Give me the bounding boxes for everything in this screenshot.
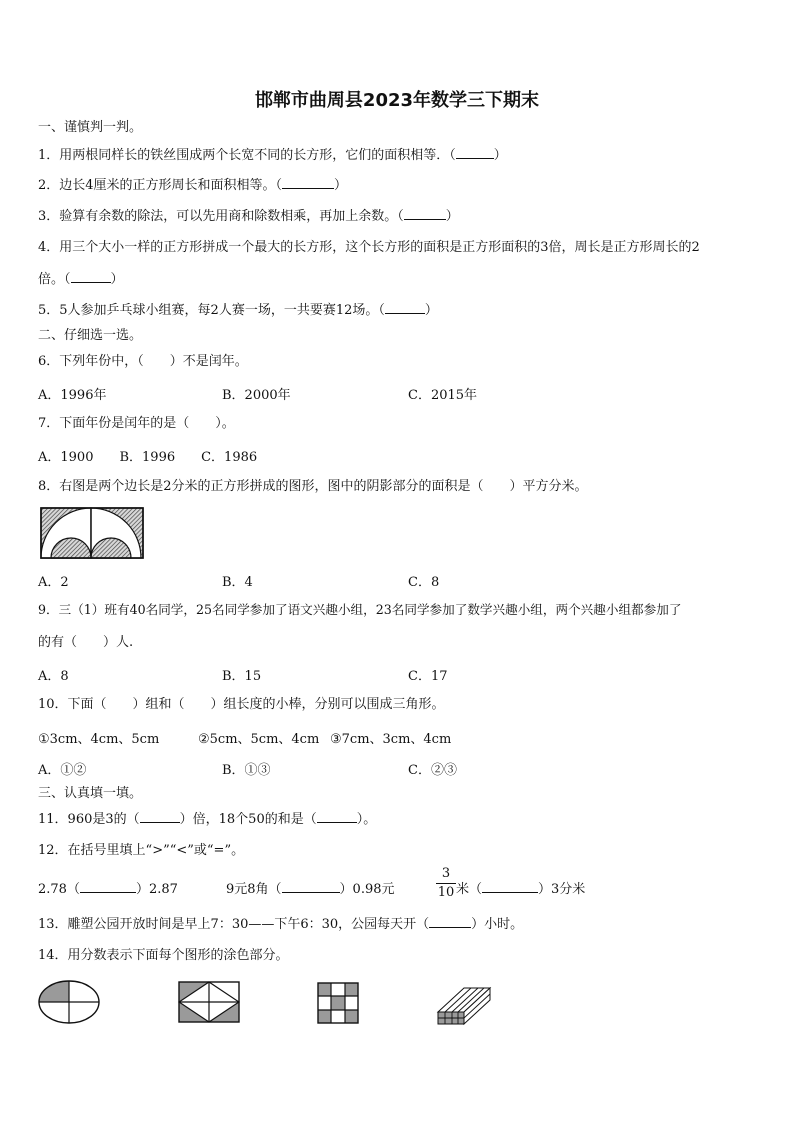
q12-compare-1: 2.78（ ）2.87: [38, 882, 178, 897]
q8-option-c[interactable]: C．8: [408, 575, 440, 590]
q8-two-squares-figure: [40, 507, 144, 559]
question-9-line-1: 9．三（1）班有40名同学，25名同学参加了语文兴趣小组，23名同学参加了数学兴趣小组，两个兴趣小组都参加了: [38, 602, 682, 617]
q10-option-a[interactable]: A．①②: [38, 763, 87, 778]
question-7: 7．下面年份是闰年的是（ ）。: [38, 416, 235, 431]
q9-option-a[interactable]: A．8: [38, 669, 69, 684]
q12-fraction: [436, 866, 456, 901]
q12-compare-3: 米（ ）3分米: [456, 882, 586, 897]
question-11: 11．960是3的（ ）倍，18个50的和是（ ）。: [38, 812, 377, 827]
q10-option-c[interactable]: C．②③: [408, 763, 457, 778]
question-6: 6．下列年份中，（ ）不是闰年。: [38, 354, 248, 369]
question-2: 2．边长4厘米的正方形周长和面积相等。（ ）: [38, 178, 348, 193]
question-4-line-2: 倍。（ ）: [38, 272, 124, 287]
question-12: 12．在括号里填上“>”“<”或“=”。: [38, 843, 245, 858]
q14-ellipse-figure: [38, 979, 102, 1025]
fraction-bar: [436, 883, 456, 884]
question-14: 14．用分数表示下面每个图形的涂色部分。: [38, 948, 289, 963]
q10-option-b[interactable]: B．①③: [222, 763, 271, 778]
answer-blank[interactable]: [482, 880, 538, 893]
q10-stick-set-1: ①3cm、4cm、5cm: [38, 732, 160, 747]
q6-option-b[interactable]: B．2000年: [222, 388, 291, 403]
answer-blank[interactable]: [404, 207, 446, 220]
answer-blank[interactable]: [456, 146, 494, 159]
answer-blank[interactable]: [71, 270, 111, 283]
question-4-line-1: 4．用三个大小一样的正方形拼成一个最大的长方形，这个长方形的面积是正方形面积的3倍，周长是正方形周长的2: [38, 240, 700, 255]
q10-stick-set-2: ②5cm、5cm、4cm: [198, 732, 320, 747]
answer-blank[interactable]: [80, 880, 136, 893]
q14-cuboid-figure: [436, 986, 492, 1028]
q9-option-c[interactable]: C．17: [408, 669, 448, 684]
answer-blank[interactable]: [282, 880, 340, 893]
q9-option-b[interactable]: B．15: [222, 669, 262, 684]
q8-option-b[interactable]: B．4: [222, 575, 253, 590]
q10-stick-set-3: ③7cm、3cm、4cm: [330, 732, 452, 747]
question-13: 13．雕塑公园开放时间是早上7：30——下午6：30，公园每天开（ ）小时。: [38, 917, 524, 932]
q6-option-c[interactable]: C．2015年: [408, 388, 478, 403]
question-5: 5．5人参加乒乓球小组赛，每2人赛一场，一共要赛12场。（ ）: [38, 303, 438, 318]
fraction-denominator: 10: [437, 885, 455, 900]
answer-blank[interactable]: [282, 176, 334, 189]
answer-blank[interactable]: [140, 810, 180, 823]
page-title: 邯郸市曲周县2023年数学三下期末: [254, 90, 540, 111]
answer-blank[interactable]: [429, 915, 471, 928]
question-8: 8．右图是两个边长是2分米的正方形拼成的图形，图中的阴影部分的面积是（ ）平方分米。: [38, 479, 588, 494]
answer-blank[interactable]: [385, 301, 425, 314]
section-3-heading: 三、认真填一填。: [38, 786, 143, 801]
fraction-numerator: 3: [441, 866, 451, 881]
question-10: 10．下面（ ）组和（ ）组长度的小棒，分别可以围成三角形。: [38, 697, 445, 712]
q6-option-a[interactable]: A．1996年: [38, 388, 107, 403]
q7-options[interactable]: A．1900 B．1996 C．1986: [38, 450, 258, 465]
section-2-heading: 二、仔细选一选。: [38, 328, 143, 343]
question-3: 3．验算有余数的除法，可以先用商和除数相乘，再加上余数。（ ）: [38, 209, 459, 224]
q8-option-a[interactable]: A．2: [38, 575, 69, 590]
question-9-line-2: 的有（ ）人.: [38, 635, 134, 650]
q14-rectangle-diamond-figure: [178, 981, 240, 1023]
q14-grid-figure: [317, 982, 359, 1024]
question-1: 1．用两根同样长的铁丝围成两个长宽不同的长方形，它们的面积相等．（ ）: [38, 148, 507, 163]
answer-blank[interactable]: [317, 810, 357, 823]
section-1-heading: 一、谨慎判一判。: [38, 120, 143, 135]
q12-compare-2: 9元8角（ ）0.98元: [226, 882, 395, 897]
